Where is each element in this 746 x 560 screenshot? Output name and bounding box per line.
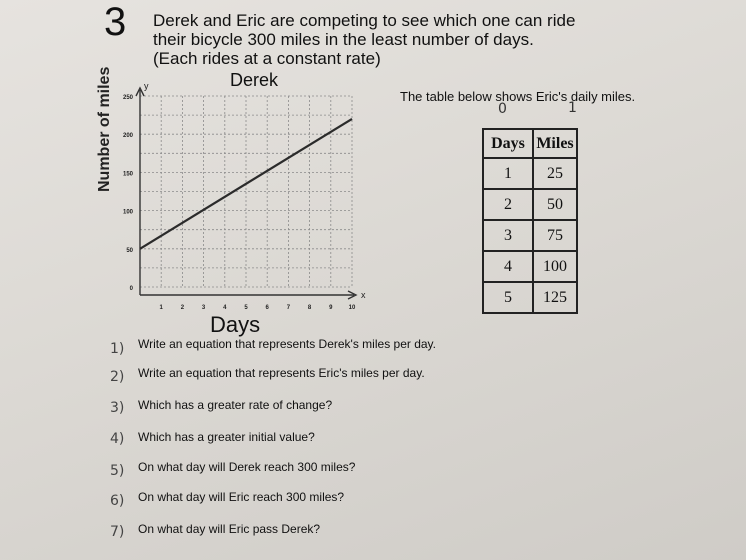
question-4-text: Which has a greater initial value?	[138, 430, 315, 444]
cell-miles: 125	[533, 282, 577, 313]
x-tick-label: 1	[159, 305, 163, 311]
cell-miles: 100	[533, 251, 577, 282]
question-5-text: On what day will Derek reach 300 miles?	[138, 460, 356, 474]
question-2-text: Write an equation that represents Eric's miles per day.	[138, 366, 425, 380]
y-tick-label: 200	[122, 133, 133, 140]
cell-day: 1	[483, 158, 533, 189]
handwritten-mark-1: 1	[568, 100, 577, 116]
y-axis-label: Number of miles	[96, 66, 113, 192]
table-row	[483, 220, 577, 251]
cell-miles: 75	[533, 220, 577, 251]
y-tick-label: 0	[129, 286, 133, 292]
header-miles: Miles	[533, 129, 577, 158]
question-7-text: On what day will Eric pass Derek?	[138, 522, 321, 536]
x-tick-label: 5	[244, 305, 248, 311]
table-caption: The table below shows Eric's daily miles.	[400, 89, 636, 104]
x-tick-label: 6	[265, 305, 269, 311]
x-tick-label: 7	[286, 305, 291, 311]
question-4-number: 4)	[110, 431, 125, 447]
table-row	[483, 158, 577, 189]
table-row	[483, 251, 577, 282]
table-header-row	[483, 129, 577, 158]
cell-day: 5	[483, 282, 533, 313]
table-row	[483, 282, 577, 313]
question-2-number: 2)	[110, 369, 125, 385]
eric-miles-table	[482, 128, 578, 314]
question-7-number: 7)	[110, 524, 125, 540]
question-3-text: Which has a greater rate of change?	[138, 398, 333, 412]
x-tick-label: 4	[223, 305, 227, 311]
cell-day: 2	[483, 189, 533, 220]
y-tick-label: 50	[126, 247, 133, 254]
x-tick-label: 2	[180, 305, 185, 311]
question-1-text: Write an equation that represents Derek's miles per day.	[138, 337, 436, 351]
question-5-number: 5)	[110, 463, 125, 479]
x-tick-label: 8	[307, 305, 312, 311]
y-tick-label: 250	[122, 95, 133, 101]
y-tick-label: 150	[122, 171, 133, 178]
question-6-text: On what day will Eric reach 300 miles?	[138, 490, 345, 504]
x-tick-label: 3	[201, 305, 206, 311]
x-axis-label: Days	[210, 312, 261, 337]
cell-miles: 50	[533, 189, 577, 220]
y-tick-label: 100	[122, 209, 133, 216]
chart-title: Derek	[230, 70, 279, 90]
problem-line-3: (Each rides at a constant rate)	[153, 49, 381, 68]
header-days: Days	[483, 129, 533, 158]
y-axis-letter: y	[144, 81, 149, 91]
handwritten-mark-0: 0	[498, 101, 507, 117]
cell-day: 3	[483, 220, 533, 251]
problem-line-2: their bicycle 300 miles in the least number of days.	[153, 30, 534, 49]
table-row	[483, 189, 577, 220]
cell-day: 4	[483, 251, 533, 282]
problem-line-1: Derek and Eric are competing to see which one can ride	[153, 11, 576, 30]
x-tick-label: 10	[348, 305, 356, 311]
x-tick-label: 9	[329, 305, 333, 311]
x-axis-letter: x	[361, 290, 366, 300]
question-6-number: 6)	[110, 493, 125, 509]
question-number: 3	[104, 0, 127, 44]
cell-miles: 25	[533, 158, 577, 189]
question-3-number: 3)	[110, 400, 125, 416]
question-1-number: 1)	[110, 341, 125, 357]
